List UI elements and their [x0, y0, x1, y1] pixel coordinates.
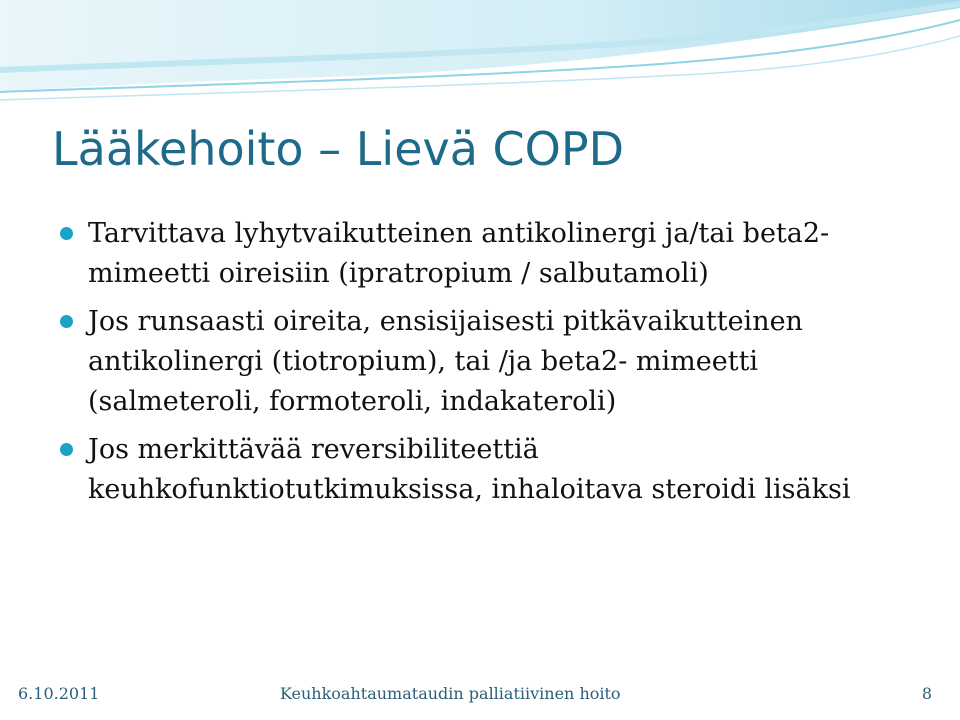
bullet-list — [60, 214, 930, 518]
slide-title: Lääkehoito – Lievä COPD — [52, 122, 625, 176]
bullet-item — [60, 302, 930, 422]
bullet-item — [60, 214, 930, 294]
bullet-dot-icon — [60, 227, 73, 240]
footer-date: 6.10.2011 — [18, 684, 100, 703]
bullet-item — [60, 430, 930, 510]
header-wave-decoration — [0, 0, 960, 110]
bullet-dot-icon — [60, 443, 73, 456]
bullet-text: Tarvittava lyhytvaikutteinen antikolinergi ja/tai beta2-mimeetti oireisiin (ipratropium / salbutamoli) — [88, 218, 830, 289]
bullet-dot-icon — [60, 315, 73, 328]
bullet-text: Jos merkittävää reversibiliteettiä keuhkofunktiotutkimuksissa, inhaloitava steroidi lisäksi — [88, 434, 851, 505]
footer-title: Keuhkoahtaumataudin palliatiivinen hoito — [280, 684, 621, 703]
page-number: 8 — [921, 684, 932, 703]
bullet-text: Jos runsaasti oireita, ensisijaisesti pitkävaikutteinen antikolinergi (tiotropium), tai /ja beta2- mimeetti (salmeteroli, formoteroli, indakateroli) — [88, 306, 803, 417]
slide-footer — [18, 684, 932, 708]
